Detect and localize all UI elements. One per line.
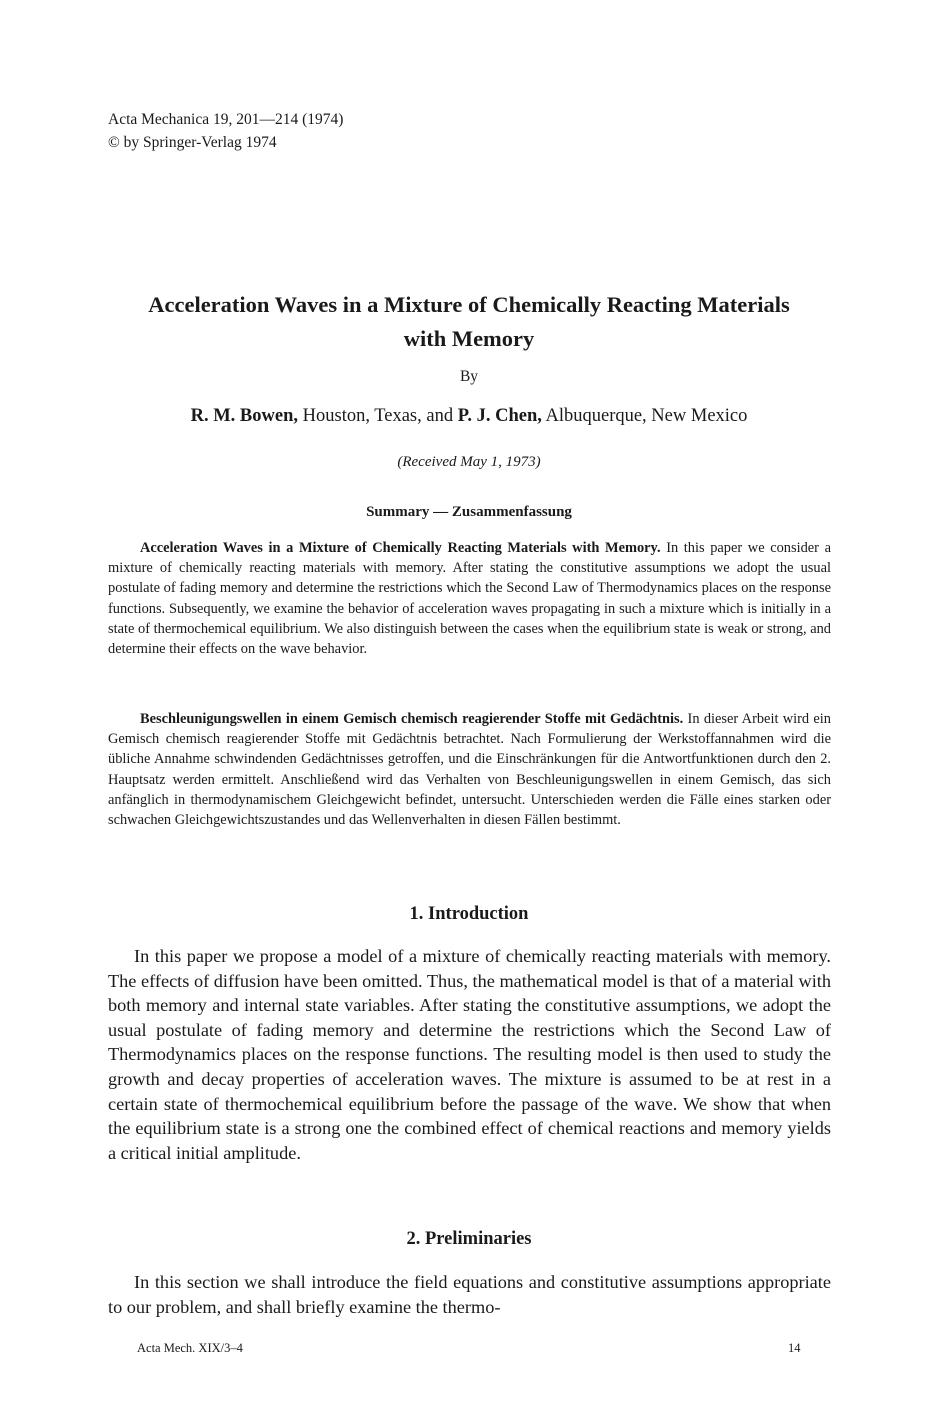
journal-citation: Acta Mechanica 19, 201—214 (1974) bbox=[108, 111, 344, 128]
footer-journal-ref: Acta Mech. XIX/3–4 bbox=[137, 1341, 243, 1355]
title-line-1: Acceleration Waves in a Mixture of Chemically Reacting Materials bbox=[148, 292, 790, 317]
authors-line bbox=[0, 406, 938, 427]
page-number: 14 bbox=[788, 1341, 801, 1355]
preliminaries-paragraph: In this section we shall introduce the field equations and constitutive assumptions appropriate to our problem, and shall briefly examine the thermo- bbox=[108, 1272, 831, 1317]
introduction-paragraph: In this paper we propose a model of a mixture of chemically reacting materials with memory. The effects of diffusion have been omitted. Thus, the mathematical model is that of a material with both memory and internal state variables. After stating the constitutive assumptions, we adopt the usual postulate of fading memory and determine the restrictions which the Second Law of Thermodynamics places on the response functions. The resulting model is then used to study the growth and decay properties of acceleration waves. The mixture is assumed to be at rest in a certain state of thermochemical equilibrium before the passage of the wave. We show that when the equilibrium state is a strong one the combined effect of chemical reactions and memory yields a critical initial amplitude. bbox=[108, 946, 831, 1163]
abstract-german-body: In dieser Arbeit wird ein Gemisch chemisch reagierender Stoffe mit Gedächtnis betrachtet. Nach Formulierung der Werkstoffannahmen wird die übliche Annahme schwindenden Gedächtnisses getroffen, und die Einschränkungen für die Antwortfunktionen durch den 2. Hauptsatz werden ermittelt. Anschließend wird das Verhalten von Beschleunigungswellen in einem Gemisch, das sich anfänglich in thermodynamischem Gleichgewicht befindet, untersucht. Unterschieden werden die Fälle eines starken oder schwachen Gleichgewichtszustandes und das Wellenverhalten in diesen Fällen bestimmt. bbox=[108, 711, 831, 829]
copyright-line: © by Springer-Verlag 1974 bbox=[108, 134, 277, 151]
section-heading-preliminaries: 2. Preliminaries bbox=[406, 1229, 532, 1249]
journal-header bbox=[108, 108, 343, 154]
abstract-english bbox=[108, 538, 831, 659]
article-title bbox=[80, 288, 858, 356]
title-line-2: with Memory bbox=[403, 326, 535, 351]
author-2-name: P. J. Chen, bbox=[457, 406, 542, 426]
author-2-location: Albuquerque, New Mexico bbox=[541, 406, 748, 426]
by-line: By bbox=[459, 368, 479, 385]
summary-heading: Summary — Zusammenfassung bbox=[366, 504, 572, 520]
abstract-english-title: Acceleration Waves in a Mixture of Chemically Reacting Materials with Memory. bbox=[140, 540, 661, 556]
author-1-location: Houston, Texas, and bbox=[298, 406, 458, 426]
received-date: (Received May 1, 1973) bbox=[397, 454, 541, 470]
abstract-german bbox=[108, 709, 831, 830]
abstract-english-body: In this paper we consider a mixture of chemically reacting materials with memory. After stating the constitutive assumptions we adopt the usual postulate of fading memory and determine the restrictions which the Second Law of Thermodynamics places on the response functions. Subsequently, we examine the behavior of acceleration waves propagating in such a mixture which is initially in a state of thermochemical equilibrium. We also distinguish between the cases when the equilibrium state is weak or strong, and determine their effects on the wave behavior. bbox=[108, 540, 831, 658]
abstract-german-title: Beschleunigungswellen in einem Gemisch chemisch reagierender Stoffe mit Gedächtnis. bbox=[140, 711, 684, 727]
author-1-name: R. M. Bowen, bbox=[190, 406, 299, 426]
section-heading-introduction: 1. Introduction bbox=[409, 904, 529, 924]
